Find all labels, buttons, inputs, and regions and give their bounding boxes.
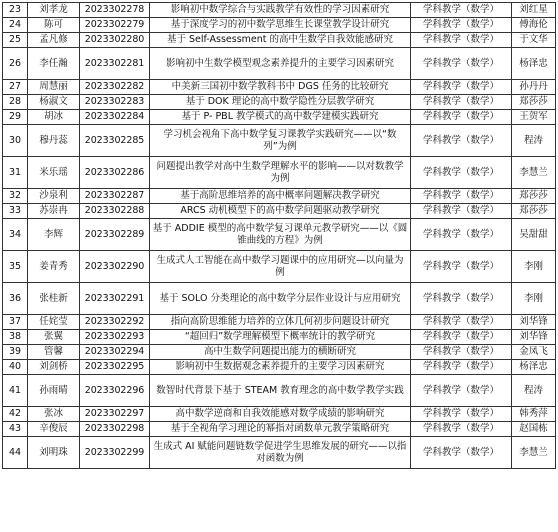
advisor-name: 刘华锋 (512, 330, 556, 345)
table-row (3, 360, 556, 375)
major: 学科教学（数学） (411, 219, 512, 251)
advisor-name: 王贺军 (512, 110, 556, 125)
advisor-name: 吴甜甜 (512, 219, 556, 251)
thesis-title: 学习机会视角下高中数学复习课教学实践研究——以“数列”为例 (150, 125, 411, 157)
table-row (3, 110, 556, 125)
thesis-title: 影响初中生数学模型观念素养提升的主要学习因素研究 (150, 48, 411, 80)
row-number: 30 (3, 125, 28, 157)
student-name: 李任瀚 (28, 48, 80, 80)
row-number: 34 (3, 219, 28, 251)
advisor-name: 程涛 (512, 125, 556, 157)
student-id: 2023302281 (80, 48, 150, 80)
row-number: 23 (3, 3, 28, 18)
advisor-name: 于文华 (512, 33, 556, 48)
table-row (3, 48, 556, 80)
student-thesis-table (2, 2, 556, 469)
thesis-title: ARCS 动机模型下的高中数学问题驱动教学研究 (150, 204, 411, 219)
major: 学科教学（数学） (411, 3, 512, 18)
student-id: 2023302290 (80, 251, 150, 283)
major: 学科教学（数学） (411, 251, 512, 283)
advisor-name: 杨泽忠 (512, 360, 556, 375)
student-id: 2023302283 (80, 95, 150, 110)
advisor-name: 郑莎莎 (512, 204, 556, 219)
student-id: 2023302296 (80, 375, 150, 407)
advisor-name: 刘红星 (512, 3, 556, 18)
advisor-name: 李刚 (512, 283, 556, 315)
major: 学科教学（数学） (411, 18, 512, 33)
row-number: 32 (3, 189, 28, 204)
thesis-title: 基于 Self-Assessment 的高中生数学自我效能感研究 (150, 33, 411, 48)
major: 学科教学（数学） (411, 48, 512, 80)
row-number: 38 (3, 330, 28, 345)
thesis-title: 高中数学逆商和自我效能感对数学成绩的影响研究 (150, 407, 411, 422)
table-row (3, 95, 556, 110)
table-row (3, 315, 556, 330)
student-id: 2023302299 (80, 437, 150, 469)
student-name: 张翼 (28, 330, 80, 345)
major: 学科教学（数学） (411, 360, 512, 375)
student-name: 杨淑文 (28, 95, 80, 110)
thesis-title: 基于深度学习的初中数学思维生长课堂教学设计研究 (150, 18, 411, 33)
row-number: 37 (3, 315, 28, 330)
major: 学科教学（数学） (411, 204, 512, 219)
student-id: 2023302292 (80, 315, 150, 330)
student-name: 张冰 (28, 407, 80, 422)
table-row (3, 375, 556, 407)
student-name: 孙雨晴 (28, 375, 80, 407)
student-name: 辛俊辰 (28, 422, 80, 437)
row-number: 44 (3, 437, 28, 469)
row-number: 35 (3, 251, 28, 283)
student-id: 2023302285 (80, 125, 150, 157)
student-id: 2023302280 (80, 33, 150, 48)
student-name: 张桂新 (28, 283, 80, 315)
student-id: 2023302282 (80, 80, 150, 95)
student-name: 穆丹蕊 (28, 125, 80, 157)
student-name: 沙泉利 (28, 189, 80, 204)
table-row (3, 407, 556, 422)
major: 学科教学（数学） (411, 437, 512, 469)
student-id: 2023302279 (80, 18, 150, 33)
student-name: 管馨 (28, 345, 80, 360)
advisor-name: 郑莎莎 (512, 95, 556, 110)
table-row (3, 18, 556, 33)
student-id: 2023302297 (80, 407, 150, 422)
major: 学科教学（数学） (411, 80, 512, 95)
student-id: 2023302287 (80, 189, 150, 204)
row-number: 29 (3, 110, 28, 125)
advisor-name: 李慧兰 (512, 157, 556, 189)
row-number: 40 (3, 360, 28, 375)
student-id: 2023302288 (80, 204, 150, 219)
thesis-title: 数智时代背景下基于 STEAM 教育理念的高中数学教学实践 (150, 375, 411, 407)
thesis-title: 指向高阶思维能力培养的立体几何初步问题设计研究 (150, 315, 411, 330)
student-id: 2023302278 (80, 3, 150, 18)
major: 学科教学（数学） (411, 315, 512, 330)
table-row (3, 125, 556, 157)
major: 学科教学（数学） (411, 189, 512, 204)
table-row (3, 33, 556, 48)
row-number: 42 (3, 407, 28, 422)
major: 学科教学（数学） (411, 375, 512, 407)
advisor-name: 傅海伦 (512, 18, 556, 33)
major: 学科教学（数学） (411, 422, 512, 437)
major: 学科教学（数学） (411, 283, 512, 315)
table-row (3, 437, 556, 469)
table-row (3, 422, 556, 437)
row-number: 33 (3, 204, 28, 219)
major: 学科教学（数学） (411, 125, 512, 157)
student-name: 周慧丽 (28, 80, 80, 95)
advisor-name: 韩秀萍 (512, 407, 556, 422)
table-row (3, 189, 556, 204)
student-name: 任姹莹 (28, 315, 80, 330)
student-name: 陈可 (28, 18, 80, 33)
thesis-title: 基于 P- PBL 教学模式的高中数学建模实践研究 (150, 110, 411, 125)
student-id: 2023302293 (80, 330, 150, 345)
advisor-name: 李慧兰 (512, 437, 556, 469)
student-name: 米乐瑶 (28, 157, 80, 189)
student-name: 苏崇冉 (28, 204, 80, 219)
row-number: 28 (3, 95, 28, 110)
major: 学科教学（数学） (411, 95, 512, 110)
student-id: 2023302295 (80, 360, 150, 375)
major: 学科教学（数学） (411, 407, 512, 422)
thesis-title: 基于高阶思维培养的高中概率问题解决教学研究 (150, 189, 411, 204)
thesis-title: “超回归”数学理解模型下概率统计的教学研究 (150, 330, 411, 345)
advisor-name: 程涛 (512, 375, 556, 407)
row-number: 27 (3, 80, 28, 95)
table-row (3, 204, 556, 219)
table-row (3, 219, 556, 251)
student-name: 胡冰 (28, 110, 80, 125)
major: 学科教学（数学） (411, 33, 512, 48)
row-number: 39 (3, 345, 28, 360)
student-name: 刘明珠 (28, 437, 80, 469)
advisor-name: 赵国栋 (512, 422, 556, 437)
thesis-title: 高中生数学问题提出能力的横断研究 (150, 345, 411, 360)
major: 学科教学（数学） (411, 110, 512, 125)
student-id: 2023302286 (80, 157, 150, 189)
student-id: 2023302284 (80, 110, 150, 125)
row-number: 43 (3, 422, 28, 437)
student-id: 2023302289 (80, 219, 150, 251)
thesis-title: 基于 SOLO 分类理论的高中数学分层作业设计与应用研究 (150, 283, 411, 315)
thesis-title: 基于全视角学习理论的幂指对函数单元教学策略研究 (150, 422, 411, 437)
student-id: 2023302298 (80, 422, 150, 437)
advisor-name: 李刚 (512, 251, 556, 283)
row-number: 25 (3, 33, 28, 48)
student-name: 姜青秀 (28, 251, 80, 283)
major: 学科教学（数学） (411, 157, 512, 189)
advisor-name: 刘华锋 (512, 315, 556, 330)
student-name: 李辉 (28, 219, 80, 251)
advisor-name: 郑莎莎 (512, 189, 556, 204)
advisor-name: 杨泽忠 (512, 48, 556, 80)
student-id: 2023302291 (80, 283, 150, 315)
advisor-name: 金凤飞 (512, 345, 556, 360)
table-row (3, 80, 556, 95)
row-number: 26 (3, 48, 28, 80)
table-row (3, 157, 556, 189)
thesis-title: 基于 DOK 理论的高中数学隐性分层教学研究 (150, 95, 411, 110)
thesis-title: 中美新三国初中数学教科书中 DGS 任务的比较研究 (150, 80, 411, 95)
student-id: 2023302294 (80, 345, 150, 360)
table-row (3, 330, 556, 345)
row-number: 24 (3, 18, 28, 33)
table-row (3, 251, 556, 283)
row-number: 41 (3, 375, 28, 407)
table-row (3, 345, 556, 360)
table-row (3, 3, 556, 18)
thesis-title: 基于 ADDIE 模型的高中数学复习课单元教学研究——以《圆锥曲线的方程》为例 (150, 219, 411, 251)
table-body (3, 3, 556, 469)
student-name: 孟凡修 (28, 33, 80, 48)
major: 学科教学（数学） (411, 345, 512, 360)
thesis-title: 影响初中生数据观念素养提升的主要学习因素研究 (150, 360, 411, 375)
student-name: 刘剑桥 (28, 360, 80, 375)
advisor-name: 孙丹丹 (512, 80, 556, 95)
row-number: 36 (3, 283, 28, 315)
table-row (3, 283, 556, 315)
major: 学科教学（数学） (411, 330, 512, 345)
thesis-title: 问题提出教学对高中生数学理解水平的影响——以对数教学为例 (150, 157, 411, 189)
thesis-title: 影响初中数学综合与实践教学有效性的学习因素研究 (150, 3, 411, 18)
thesis-title: 生成式人工智能在高中数学习题课中的应用研究—以向量为例 (150, 251, 411, 283)
student-name: 刘孝龙 (28, 3, 80, 18)
row-number: 31 (3, 157, 28, 189)
thesis-title: 生成式 AI 赋能问题链数学促进学生思维发展的研究——以指对函数为例 (150, 437, 411, 469)
